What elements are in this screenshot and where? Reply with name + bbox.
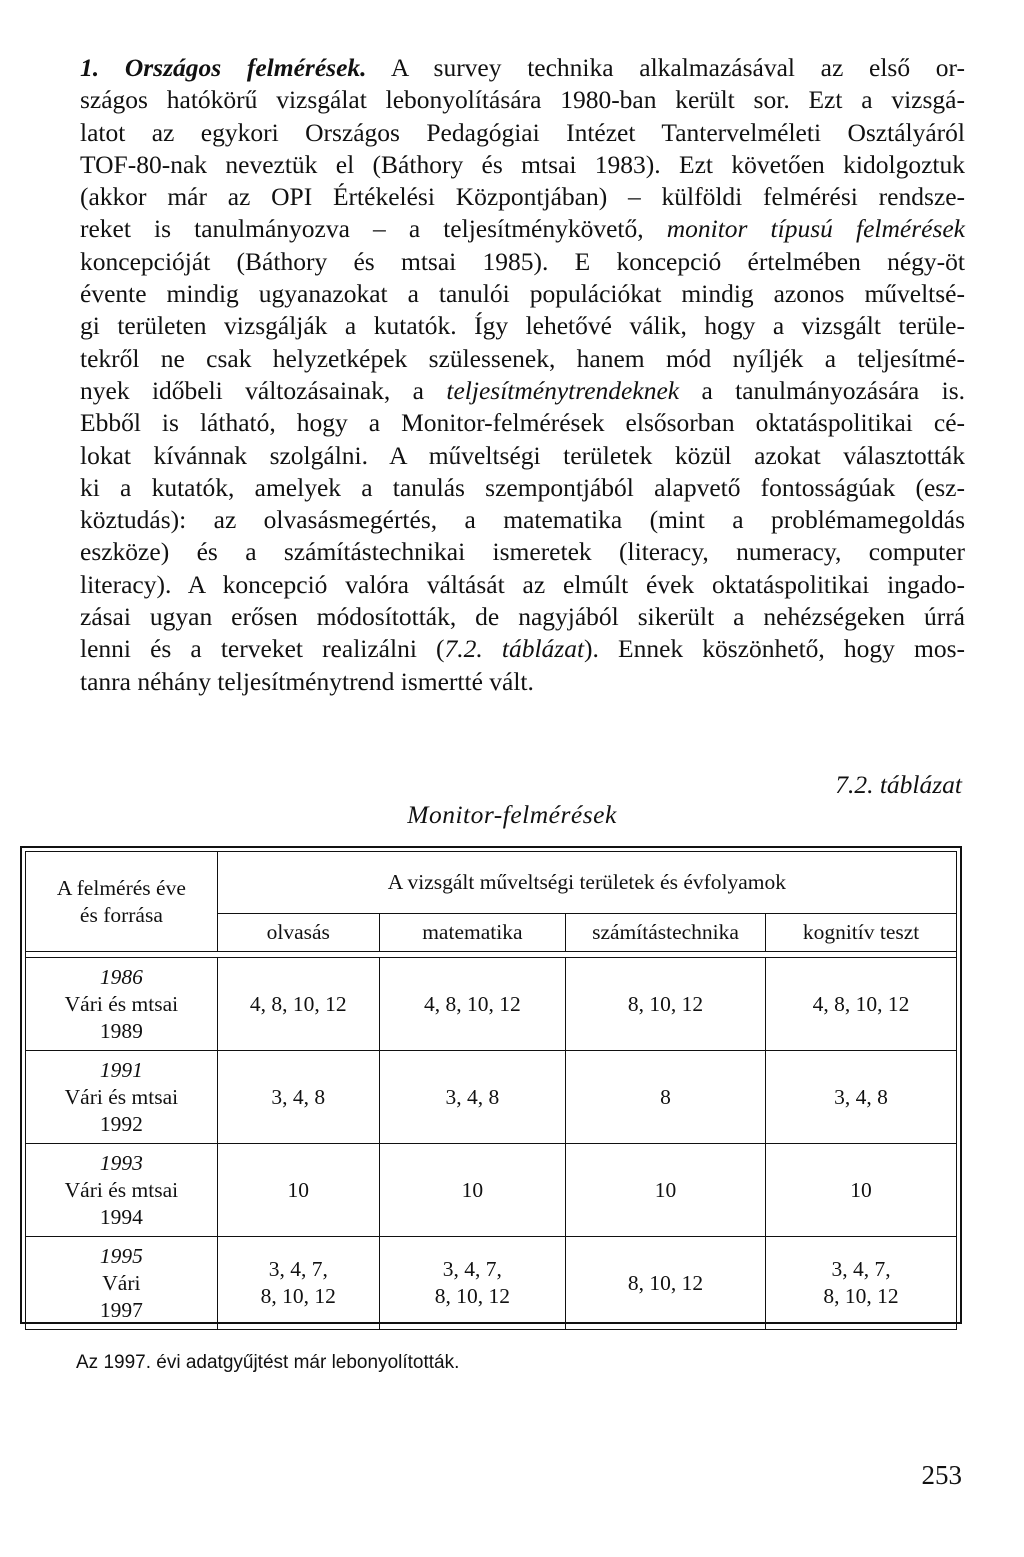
cell-value: 4, 8, 10, 12	[812, 991, 910, 1016]
text-line	[80, 569, 965, 601]
row-source: Vári és mtsai	[64, 1084, 179, 1109]
text-segment: latot az egykori Országos Pedagógiai Intézet Tantervelméleti Osztályáról	[80, 117, 965, 147]
text-segment: 1. Országos felmérések.	[80, 53, 367, 82]
row-header-cell	[26, 852, 218, 952]
table-row	[26, 1144, 957, 1237]
text-line	[80, 375, 965, 407]
table-cell	[379, 958, 565, 1051]
text-segment: TOF-80-nak neveztük el (Báthory és mtsai 1983). Ezt követően kidolgoztuk	[80, 149, 965, 179]
col-header-kognitiv-teszt: kognitív teszt	[766, 914, 957, 952]
text-segment: lenni és a terveket realizálni (	[80, 634, 445, 664]
text-line	[80, 472, 965, 504]
cell-value: 3, 4, 7,	[268, 1257, 328, 1281]
text-segment: reket is tanulmányozva – a teljesítménykövető,	[80, 214, 667, 244]
row-year-from: 1993	[99, 1150, 143, 1175]
table-cell	[217, 1144, 379, 1237]
text-segment: szágos hatókörű vizsgálat lebonyolítására 1980-ban került sor. Ezt a vizsgá-	[80, 85, 965, 115]
text-segment: évente mindig ugyanazokat a tanulói populációkat mindig azonos műveltsé-	[80, 279, 965, 309]
cell-value: 8, 10, 12	[627, 991, 704, 1016]
col-header-szamitastechnika: számítástechnika	[565, 914, 765, 952]
table-cell	[766, 1144, 957, 1237]
row-year-from: 1991	[99, 1057, 143, 1082]
row-source-cell	[26, 1144, 218, 1237]
table-cell	[379, 1051, 565, 1144]
text-line	[80, 310, 965, 342]
cell-value: 3, 4, 8	[445, 1084, 500, 1109]
text-line	[80, 536, 965, 568]
row-header-line-1: A felmérés éve	[56, 875, 186, 900]
cell-value: 3, 4, 7,	[442, 1257, 502, 1281]
text-segment: A survey technika alkalmazásával az első or-	[366, 53, 966, 82]
text-segment: tanra néhány teljesítménytrend ismertté vált.	[80, 666, 534, 696]
text-segment: gi területen vizsgálják a kutatók. Így lehetővé válik, hogy a vizsgált terüle-	[80, 311, 965, 341]
cell-value: 3, 4, 8	[834, 1084, 888, 1109]
cell-value: 3, 4, 7,	[831, 1257, 891, 1281]
text-segment: teljesítménytrendeknek	[446, 375, 680, 405]
text-line	[80, 666, 965, 698]
row-source: Vári és mtsai	[64, 991, 179, 1016]
table-row	[26, 1051, 957, 1144]
table-cell	[217, 1051, 379, 1144]
table-cell	[565, 1051, 765, 1144]
text-segment: (akkor már az OPI Értékelési Központjában) – külföldi felmérési rendsze-	[80, 182, 965, 212]
row-source: Vári és mtsai	[64, 1177, 179, 1202]
table-cell	[565, 1237, 765, 1330]
table-row	[26, 958, 957, 1051]
monitor-table-frame	[20, 846, 962, 1324]
table-cell	[379, 1237, 565, 1330]
table-cell	[766, 1051, 957, 1144]
text-line	[80, 343, 965, 375]
text-line	[80, 117, 965, 149]
table-cell	[217, 1237, 379, 1330]
text-segment: tekről ne csak helyzetképek szülessenek, hanem mód nyíljék a teljesítmé-	[80, 343, 965, 373]
text-segment: eszköze) és a számítástechnikai ismeretek (literacy, numeracy, computer	[80, 537, 965, 567]
text-segment: Ebből is látható, hogy a Monitor-felmérések elsősorban oktatáspolitikai cé-	[80, 408, 965, 438]
row-year-to: 1992	[99, 1111, 143, 1136]
row-header-line-2: és forrása	[79, 902, 163, 927]
table-cell	[565, 958, 765, 1051]
row-year-to: 1989	[99, 1018, 143, 1043]
row-source-cell	[26, 1051, 218, 1144]
cell-value: 10	[850, 1177, 872, 1202]
text-line	[80, 504, 965, 536]
table-cell	[565, 1144, 765, 1237]
text-segment: zásai ugyan erősen módosították, de nagyjából sikerült a nehézségeken úrrá	[80, 602, 965, 632]
text-line	[80, 213, 965, 245]
text-segment: literacy). A koncepció valóra váltását az elmúlt évek oktatáspolitikai ingado-	[80, 569, 965, 599]
col-header-matematika: matematika	[379, 914, 565, 952]
text-segment: 7.2. táblázat	[444, 634, 585, 664]
text-segment: monitor típusú felmérések	[666, 214, 966, 244]
page-number: 253	[921, 1460, 962, 1490]
text-segment: köztudás): az olvasásmegértés, a matematika (mint a problémamegoldás	[80, 505, 965, 535]
text-line	[80, 601, 965, 633]
row-source-cell	[26, 1237, 218, 1330]
cell-value: 8, 10, 12	[627, 1270, 704, 1295]
cell-value: 8, 10, 12	[434, 1284, 510, 1308]
text-segment: ki a kutatók, amelyek a tanulás szempontjából alapvető fontosságúak (esz-	[80, 472, 965, 502]
col-header-olvasas: olvasás	[217, 914, 379, 952]
row-year-to: 1997	[99, 1297, 143, 1322]
group-header: A vizsgált műveltségi területek és évfolyamok	[217, 852, 956, 914]
cell-value: 10	[654, 1177, 677, 1202]
text-line	[80, 181, 965, 213]
table-cell	[379, 1144, 565, 1237]
text-segment: nyek időbeli változásainak, a	[80, 375, 447, 405]
cell-value: 4, 8, 10, 12	[249, 991, 347, 1016]
text-line	[80, 149, 965, 181]
cell-value: 3, 4, 8	[271, 1084, 326, 1109]
cell-value: 10	[461, 1177, 484, 1202]
text-segment: a tanulmányozására is.	[679, 375, 966, 405]
text-line	[80, 278, 965, 310]
cell-value: 8	[660, 1084, 671, 1109]
cell-value: 8, 10, 12	[823, 1284, 899, 1308]
table-cell	[217, 958, 379, 1051]
monitor-table	[25, 851, 957, 1330]
table-cell	[766, 958, 957, 1051]
cell-value: 10	[287, 1177, 310, 1202]
row-year-from: 1995	[99, 1243, 143, 1268]
text-segment: koncepcióját (Báthory és mtsai 1985). E koncepció értelmében négy-öt	[80, 246, 965, 276]
row-year-to: 1994	[99, 1204, 143, 1229]
row-source-cell	[26, 958, 218, 1051]
text-segment: ). Ennek köszönhető, hogy mos-	[584, 634, 965, 664]
cell-value: 4, 8, 10, 12	[423, 991, 521, 1016]
text-line	[80, 52, 965, 84]
table-row	[26, 1237, 957, 1330]
table-footnote: Az 1997. évi adatgyűjtést már lebonyolították.	[76, 1352, 460, 1373]
table-label: 7.2. táblázat	[835, 770, 962, 799]
text-line	[80, 407, 965, 439]
body-paragraph	[80, 52, 965, 698]
row-source: Vári	[102, 1270, 141, 1295]
text-line	[80, 440, 965, 472]
row-year-from: 1986	[99, 964, 143, 989]
table-title: Monitor-felmérések	[407, 800, 617, 829]
cell-value: 8, 10, 12	[260, 1284, 336, 1308]
text-line	[80, 84, 965, 116]
table-cell	[766, 1237, 957, 1330]
text-line	[80, 246, 965, 278]
text-line	[80, 633, 965, 665]
text-segment: lokat kívánnak szolgálni. A műveltségi területek közül azokat választották	[80, 440, 965, 470]
